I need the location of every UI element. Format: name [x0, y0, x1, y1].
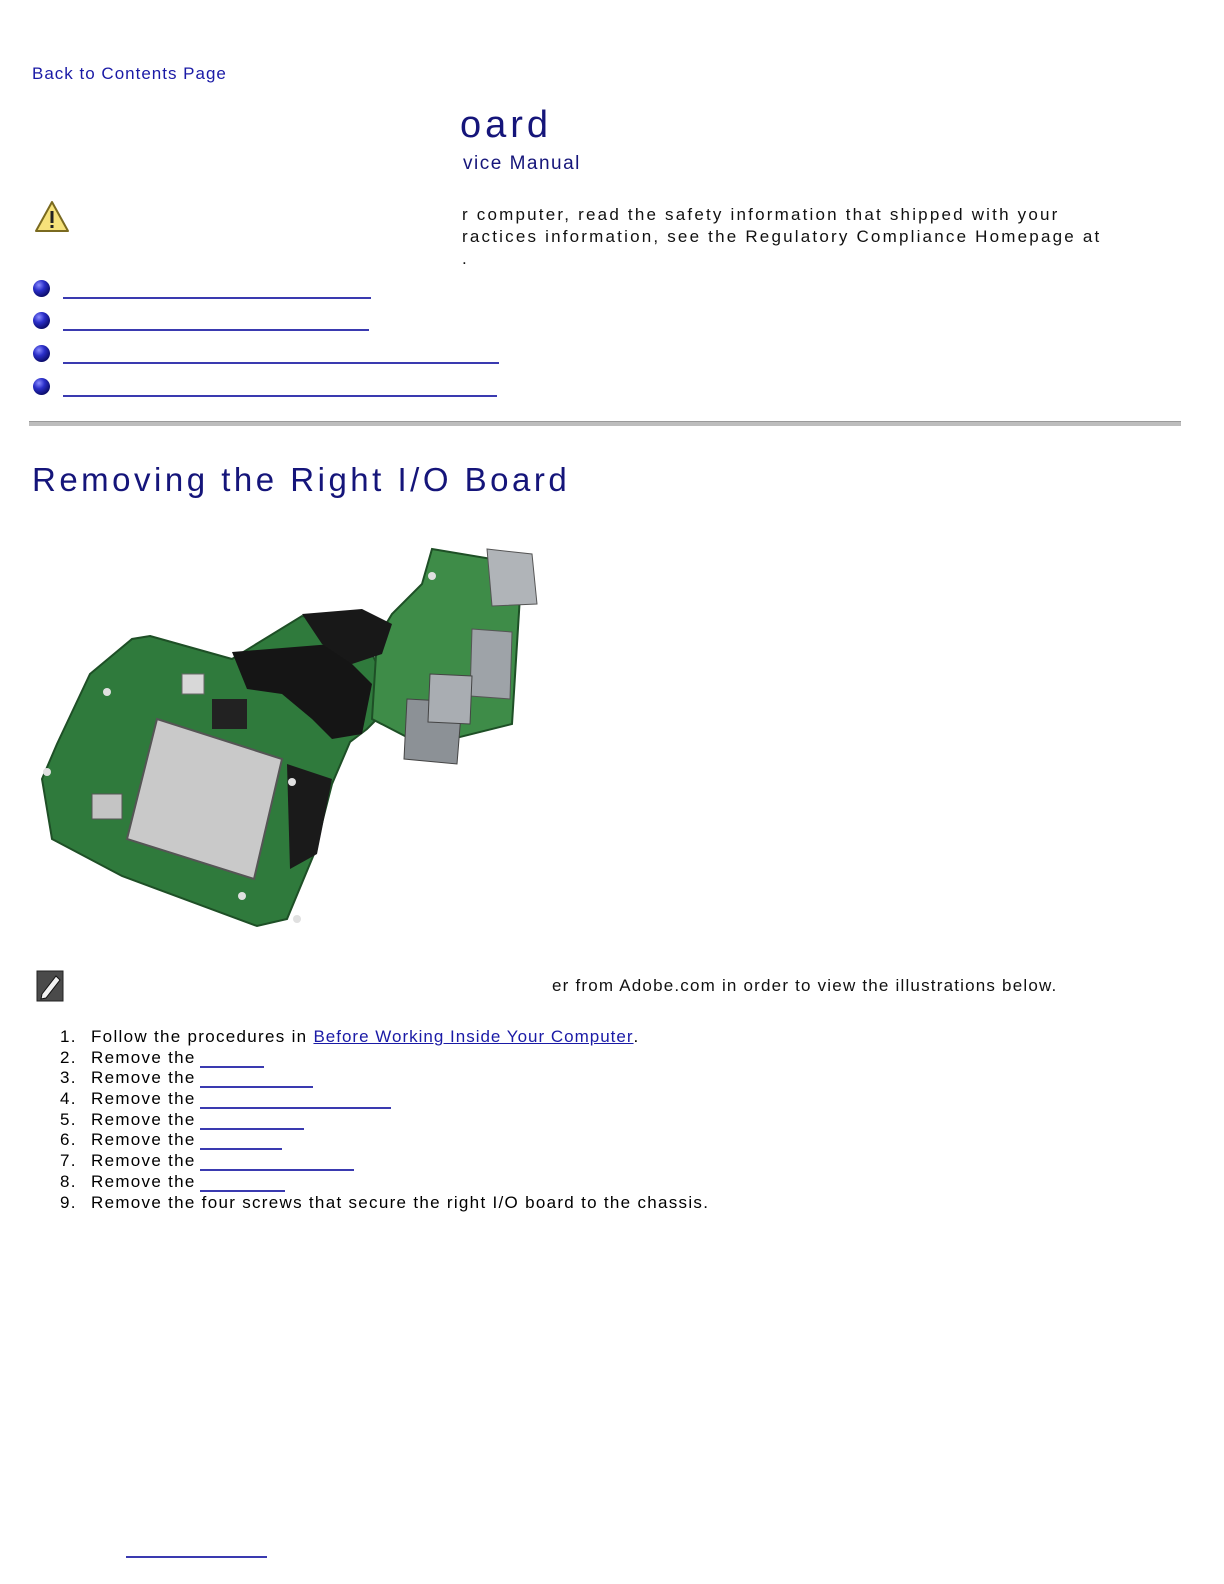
step-text: Remove the — [91, 1068, 196, 1088]
section-heading: Removing the Right I/O Board — [32, 461, 571, 498]
step-number: 9. — [60, 1192, 77, 1212]
bottom-link[interactable] — [126, 1556, 267, 1558]
step-number: 4. — [60, 1089, 77, 1109]
step-link[interactable] — [200, 1169, 354, 1171]
toc-item[interactable] — [33, 278, 473, 302]
step-number: 7. — [60, 1151, 77, 1171]
step-text: Remove the — [91, 1047, 196, 1067]
warning-text-line-2: ractices information, see the Regulatory Compliance Homepage at — [462, 227, 1102, 246]
step-link[interactable] — [200, 1148, 282, 1150]
blue-sphere-bullet-icon — [33, 345, 50, 362]
note-text: er from Adobe.com in order to view the illustrations below. — [552, 976, 1058, 995]
warning-triangle-icon — [34, 200, 70, 234]
blue-sphere-bullet-icon — [33, 312, 50, 329]
step-text: Remove the — [91, 1130, 196, 1150]
step-item — [60, 1130, 709, 1151]
page-title: oard — [460, 104, 553, 146]
step-item — [60, 1068, 709, 1089]
toc-item[interactable] — [33, 310, 473, 334]
toc-item[interactable] — [33, 343, 473, 367]
step-link[interactable] — [200, 1066, 264, 1068]
procedure-steps — [60, 1027, 709, 1213]
step-item — [60, 1193, 709, 1214]
step-number: 8. — [60, 1171, 77, 1191]
step-item — [60, 1048, 709, 1069]
toc-link[interactable] — [63, 395, 497, 397]
step-text: Remove the — [91, 1109, 196, 1129]
io-board-photo — [32, 524, 550, 950]
step-number: 3. — [60, 1068, 77, 1088]
blue-sphere-bullet-icon — [33, 378, 50, 395]
step-item — [60, 1027, 709, 1048]
toc-link[interactable] — [63, 297, 371, 299]
step-suffix: . — [633, 1027, 640, 1046]
step-link[interactable] — [200, 1107, 391, 1109]
warning-text-line-3: . — [462, 249, 469, 268]
step-link[interactable] — [200, 1086, 313, 1088]
step-number: 1. — [60, 1027, 77, 1046]
step-text: Remove the four screws that secure the right I/O board to the chassis. — [91, 1192, 710, 1212]
page-subtitle: vice Manual — [463, 153, 581, 174]
step-item — [60, 1151, 709, 1172]
toc-link[interactable] — [63, 362, 499, 364]
step-text: Remove the — [91, 1171, 196, 1191]
step-link[interactable] — [200, 1128, 304, 1130]
step-text: Remove the — [91, 1089, 196, 1109]
step-item — [60, 1172, 709, 1193]
section-divider — [29, 421, 1181, 426]
step-item — [60, 1089, 709, 1110]
warning-text-line-1: r computer, read the safety information that shipped with your — [462, 205, 1060, 224]
back-to-contents-link[interactable]: Back to Contents Page — [32, 64, 227, 83]
before-working-inside-link[interactable]: Before Working Inside Your Computer — [313, 1027, 634, 1046]
toc-link[interactable] — [63, 329, 369, 331]
step-item — [60, 1110, 709, 1131]
blue-sphere-bullet-icon — [33, 280, 50, 297]
step-text: Follow the procedures in — [91, 1027, 308, 1046]
step-link[interactable] — [200, 1190, 285, 1192]
toc-item[interactable] — [33, 376, 473, 400]
note-pencil-icon — [36, 970, 64, 1002]
step-number: 2. — [60, 1047, 77, 1067]
step-number: 5. — [60, 1109, 77, 1129]
step-text: Remove the — [91, 1151, 196, 1171]
step-number: 6. — [60, 1130, 77, 1150]
